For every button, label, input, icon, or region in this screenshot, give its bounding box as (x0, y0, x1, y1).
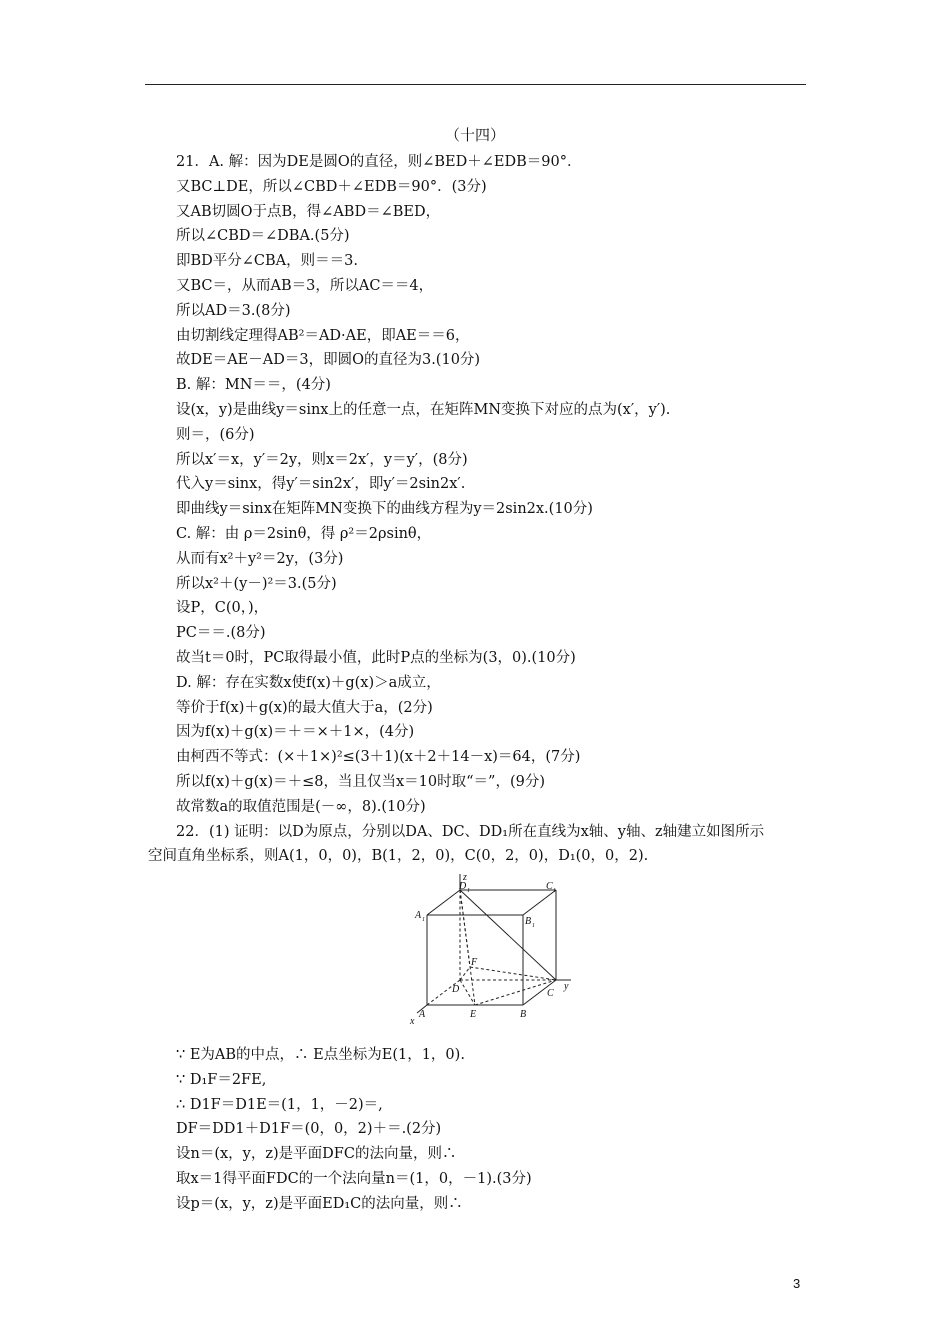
text-line: 即曲线y＝sinx在矩阵MN变换下的曲线方程为y＝2sin2x.(10分) (176, 501, 593, 518)
page-number: 3 (793, 1276, 801, 1291)
x-axis-label: x (410, 1016, 415, 1027)
text-line: ∵ D₁F＝2FE, (176, 1071, 267, 1088)
text-line: ∵ E为AB的中点，∴ E点坐标为E(1，1，0). (176, 1047, 465, 1063)
text-line: 设P，C(0，)， (176, 600, 269, 617)
text-line: 因为f(x)＋g(x)＝＋＝×＋1×，(4分) (176, 724, 415, 741)
text-line: 从而有x²＋y²＝2y，(3分) (176, 550, 344, 567)
label-b: B (520, 1009, 527, 1020)
section-title: （十四） (444, 126, 505, 144)
label-b1-sub: 1 (532, 923, 535, 929)
text-line: 则＝，(6分) (176, 426, 255, 443)
label-b1: B (525, 916, 532, 927)
text-line: 取x＝1得平面FDC的一个法向量n＝(1，0，－1).(3分) (176, 1170, 532, 1187)
text-line: 所以∠CBD＝∠DBA.(5分) (176, 228, 350, 245)
text-line: 设p＝(x，y，z)是平面ED₁C的法向量，则∴ (176, 1195, 463, 1212)
solution-text-block (148, 150, 808, 869)
label-d1: D (459, 881, 467, 892)
text-line: 又AB切圆O于点B，得∠ABD＝∠BED， (176, 203, 441, 220)
text-line: 由切割线定理得AB²＝AD·AE，即AE＝＝6， (176, 327, 470, 344)
text-line: PC＝＝.(8分) (176, 625, 266, 642)
text-line: 所以f(x)＋g(x)＝＋≤8，当且仅当x＝10时取“＝”，(9分) (176, 773, 545, 790)
text-line: 故常数a的取值范围是(－∞，8).(10分) (176, 798, 426, 815)
text-line: 由柯西不等式：(×＋1×)²≤(3＋1)(x＋2＋14－x)＝64，(7分) (176, 749, 581, 766)
label-d: D (452, 984, 460, 995)
text-line: 设n＝(x，y，z)是平面DFC的法向量，则∴ (176, 1146, 457, 1163)
text-line: 代入y＝sinx，得y′＝sin2x′，即y′＝2sin2x′. (176, 476, 466, 493)
label-c1: C (546, 881, 553, 892)
label-c1-sub: 1 (553, 888, 556, 894)
label-f: F (471, 957, 478, 968)
label-a: A (419, 1009, 426, 1020)
proof-text-block (148, 1043, 808, 1217)
text-line: C. 解：由 ρ＝2sinθ，得 ρ²＝2ρsinθ， (176, 525, 432, 542)
text-line: B. 解：MN＝＝，(4分) (176, 377, 331, 394)
text-line: 等价于f(x)＋g(x)的最大值大于a，(2分) (176, 699, 433, 716)
z-axis-label: z (463, 872, 467, 883)
cube-figure (405, 870, 585, 1030)
text-line: 22．(1) 证明：以D为原点，分别以DA、DC、DD₁所在直线为x轴、y轴、z轴建立如图所示 (176, 823, 765, 840)
label-a1-sub: 1 (422, 917, 425, 923)
text-line: DF＝DD1＋D1F＝(0，0，2)＋＝.(2分) (176, 1121, 442, 1138)
y-axis-label: y (564, 981, 569, 992)
text-line: D. 解：存在实数x使f(x)＋g(x)＞a成立， (176, 674, 441, 691)
header-rule (145, 84, 806, 85)
text-line: 故当t＝0时，PC取得最小值，此时P点的坐标为(3，0).(10分) (176, 649, 576, 666)
label-c: C (547, 988, 554, 999)
text-line: ∴ D1F＝D1E＝(1，1，－2)＝, (176, 1096, 383, 1113)
label-d1-sub: 1 (467, 888, 470, 894)
text-line: 所以AD＝3.(8分) (176, 302, 291, 319)
label-e: E (470, 1009, 477, 1020)
text-line: 所以x′＝x，y′＝2y，则x＝2x′，y＝y′，(8分) (176, 451, 468, 468)
text-line: 又BC⊥DE，所以∠CBD＋∠EDB＝90°．(3分) (176, 178, 487, 195)
text-line: 21．A. 解：因为DE是圆O的直径，则∠BED＋∠EDB＝90°． (176, 154, 582, 170)
text-line: 设(x，y)是曲线y＝sinx上的任意一点，在矩阵MN变换下对应的点为(x′，y′). (176, 401, 671, 418)
text-line: 又BC＝，从而AB＝3，所以AC＝＝4， (176, 277, 434, 294)
text-line: 故DE＝AE－AD＝3，即圆O的直径为3.(10分) (176, 352, 481, 369)
text-line: 所以x²＋(y－)²＝3.(5分) (176, 575, 337, 592)
text-line: 即BD平分∠CBA，则＝＝3. (176, 253, 358, 270)
label-a1: A (415, 910, 422, 921)
text-line: 空间直角坐标系，则A(1，0，0)，B(1，2，0)，C(0，2，0)，D₁(0，0，2). (148, 848, 649, 865)
